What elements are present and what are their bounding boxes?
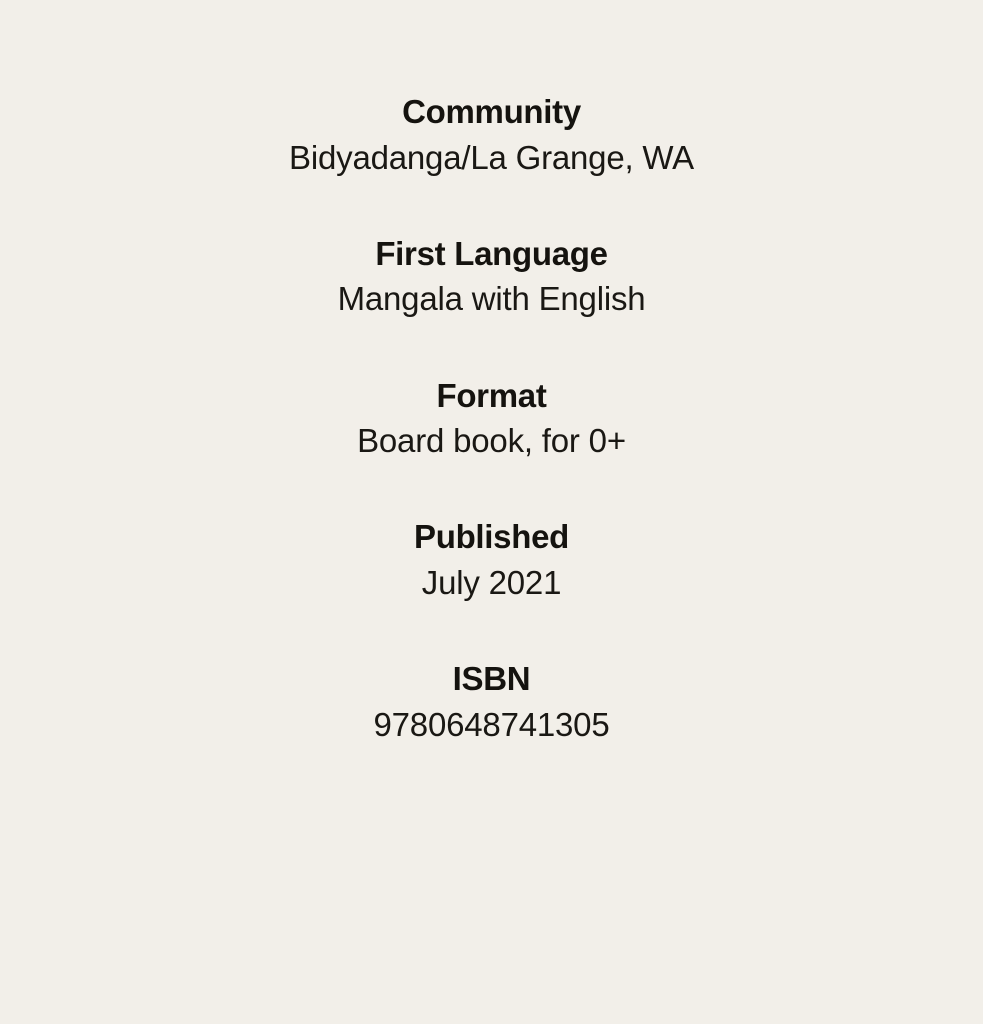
detail-label-published: Published: [414, 518, 569, 556]
detail-block-published: [40, 515, 943, 605]
detail-value-format: Board book, for 0+: [357, 422, 626, 460]
detail-block-community: [40, 90, 943, 180]
detail-label-community: Community: [402, 93, 581, 130]
detail-block-first-language: [40, 232, 943, 322]
detail-label-first-language: First Language: [375, 234, 608, 272]
detail-value-published: July 2021: [421, 563, 562, 601]
detail-value-first-language: Mangala with English: [337, 280, 646, 318]
detail-value-community: Bidyadanga/La Grange, WA: [289, 138, 694, 176]
detail-block-format: [40, 374, 943, 464]
detail-label-isbn: ISBN: [452, 660, 531, 698]
detail-value-isbn: 9780648741305: [373, 705, 610, 743]
detail-block-isbn: [40, 657, 943, 747]
detail-label-format: Format: [436, 376, 547, 414]
